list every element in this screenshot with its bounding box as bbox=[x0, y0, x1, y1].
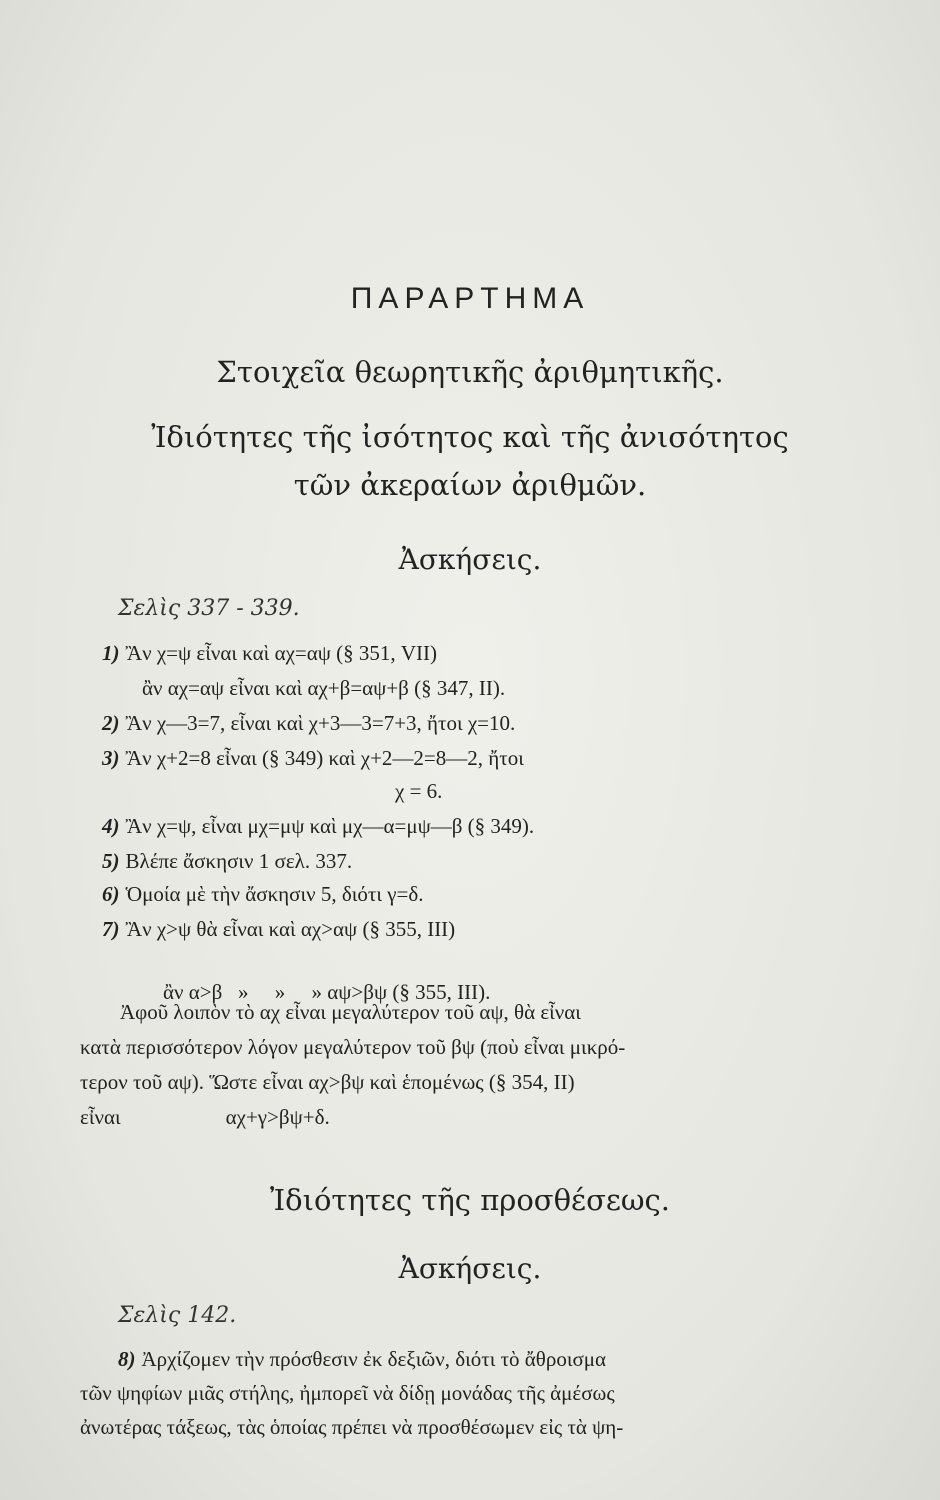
exercise-number: 6) bbox=[102, 882, 120, 906]
exercise-number: 3) bbox=[102, 746, 120, 770]
exercise-text: Ἀρχίζομεν τὴν πρόσθεσιν ἐκ δεξιῶν, διότι τὸ ἄθροισμα bbox=[141, 1347, 607, 1371]
exercise-line bbox=[102, 882, 424, 907]
exercise-text: χ = 6. bbox=[395, 779, 443, 803]
exercise-number: 7) bbox=[102, 917, 120, 941]
appendix-header: ΠΑΡΑΡΤΗΜΑ bbox=[350, 282, 590, 315]
paragraph-line: τερον τοῦ αψ). Ὥστε εἶναι αχ>βψ καὶ ἑπομένως (§ 354, II) bbox=[80, 1070, 575, 1094]
exercises-heading: Ἀσκήσεις. bbox=[398, 543, 542, 576]
section-title-theoretical-arithmetic: Στοιχεῖα θεωρητικῆς ἀριθμητικῆς. bbox=[216, 355, 724, 389]
exercise-line bbox=[118, 1347, 606, 1372]
exercise-number: 2) bbox=[102, 711, 120, 735]
exercise-text: ἂν α>β » » » αψ>βψ (§ 355, III). bbox=[163, 980, 491, 1004]
page-reference: Σελὶς 142. bbox=[118, 1303, 237, 1328]
section-title-equality-line1: Ἰδιότητες τῆς ἰσότητος καὶ τῆς ἀνισότητος bbox=[151, 420, 789, 454]
exercise-text: Ἂν χ=ψ εἶναι καὶ αχ=αψ (§ 351, VII) bbox=[125, 641, 438, 665]
exercise-number: 4) bbox=[102, 814, 120, 838]
exercise-line bbox=[102, 711, 515, 736]
exercise-line bbox=[395, 779, 442, 804]
section-title-addition: Ἰδιότητες τῆς προσθέσεως. bbox=[270, 1183, 670, 1217]
exercise-text: ἂν αχ=αψ εἶναι καὶ αχ+β=αψ+β (§ 347, II). bbox=[142, 676, 506, 700]
exercise-line bbox=[102, 849, 352, 874]
paragraph-line: κατὰ περισσότερον λόγον μεγαλύτερον τοῦ βψ (ποὺ εἶναι μικρό- bbox=[80, 1035, 626, 1059]
exercise-text: Ἂν χ—3=7, εἶναι καὶ χ+3—3=7+3, ἤτοι χ=10. bbox=[125, 711, 516, 735]
exercise-line bbox=[102, 917, 455, 942]
exercise-number: 8) bbox=[118, 1347, 136, 1371]
exercise-line bbox=[102, 641, 437, 666]
exercise-line bbox=[102, 746, 524, 771]
exercises-heading: Ἀσκήσεις. bbox=[398, 1252, 542, 1285]
exercise-number: 5) bbox=[102, 849, 120, 873]
exercise-text: Ἂν χ=ψ, εἶναι μχ=μψ καὶ μχ—α=μψ—β (§ 349). bbox=[125, 814, 535, 838]
page-reference: Σελὶς 337 - 339. bbox=[118, 596, 300, 621]
exercise-line: τῶν ψηφίων μιᾶς στήλης, ἠμπορεῖ νὰ δίδῃ μονάδας τῆς ἀμέσως bbox=[80, 1381, 615, 1405]
exercise-text: Ἂν χ+2=8 εἶναι (§ 349) καὶ χ+2—2=8—2, ἤτοι bbox=[125, 746, 524, 770]
exercise-number: 1) bbox=[102, 641, 120, 665]
exercise-line bbox=[142, 676, 505, 701]
exercise-line bbox=[102, 814, 534, 839]
exercise-text: Ὁμοία μὲ τὴν ἄσκησιν 5, διότι γ=δ. bbox=[125, 882, 424, 906]
paragraph-line: εἶναι αχ+γ>βψ+δ. bbox=[80, 1105, 330, 1129]
exercise-line: ἀνωτέρας τάξεως, τὰς ὁποίας πρέπει νὰ προσθέσωμεν εἰς τὰ ψη- bbox=[80, 1415, 624, 1439]
paragraph-line: Ἀφοῦ λοιπὸν τὸ αχ εἶναι μεγαλύτερον τοῦ αψ, θὰ εἶναι bbox=[120, 1000, 581, 1024]
exercise-text: Ἂν χ>ψ θὰ εἶναι καὶ αχ>αψ (§ 355, III) bbox=[125, 917, 456, 941]
exercise-text: Βλέπε ἄσκησιν 1 σελ. 337. bbox=[125, 849, 353, 873]
section-title-equality-line2: τῶν ἀκεραίων ἀριθμῶν. bbox=[293, 468, 647, 502]
